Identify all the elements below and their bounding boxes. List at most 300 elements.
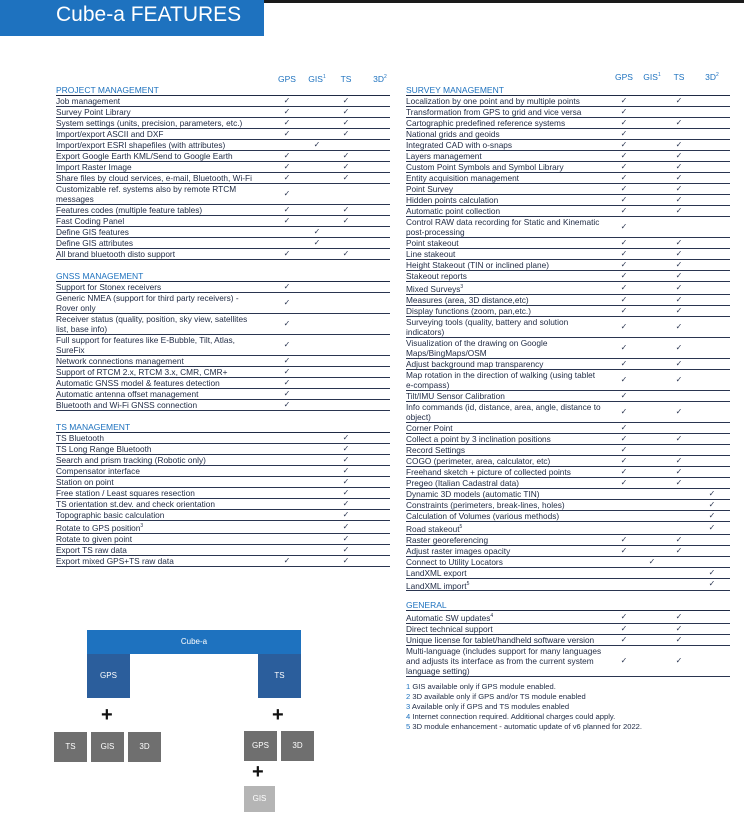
feature-row (406, 535, 730, 546)
feature-row (56, 433, 390, 444)
section-general (406, 599, 730, 677)
feature-row (406, 467, 730, 478)
feature-label: Survey Point Library (56, 107, 131, 117)
feature-row (56, 129, 390, 140)
check-icon: ✓ (283, 356, 291, 365)
check-icon: ✓ (342, 96, 350, 105)
right-module-3d (281, 731, 314, 761)
check-icon: ✓ (620, 406, 628, 416)
feature-row (56, 238, 390, 249)
check-icon: ✓ (675, 374, 683, 384)
check-icon: ✓ (620, 374, 628, 384)
feature-row (56, 173, 390, 184)
feature-label: LandXML export (406, 567, 467, 578)
check-icon: ✓ (342, 533, 350, 543)
feature-label: Entity acquisition management (406, 173, 519, 183)
feature-row (406, 173, 730, 184)
check-icon: ✓ (620, 433, 628, 443)
footnote-number: 3 (406, 702, 412, 711)
check-icon: ✓ (675, 195, 683, 204)
feature-row (406, 391, 730, 402)
feature-label: Receiver status (quality, position, sky view, satellites list, base info) (56, 314, 248, 334)
plus-bottom: + (252, 761, 264, 783)
footnote (406, 692, 736, 702)
feature-label: Height Stakeout (TIN or inclined plane) (406, 260, 549, 270)
feature-row (406, 317, 730, 338)
feature-label: Hidden points calculation (406, 195, 499, 205)
check-icon: ✓ (620, 534, 628, 544)
feature-label: Constraints (perimeters, break-lines, holes) (406, 499, 565, 510)
check-icon: ✓ (342, 499, 350, 508)
ts-module (258, 654, 301, 698)
check-icon: ✓ (342, 216, 350, 225)
feature-label: Bluetooth and Wi-Fi GNSS connection (56, 400, 198, 410)
feature-row (56, 314, 390, 335)
feature-row (56, 140, 390, 151)
check-icon: ✓ (342, 162, 350, 171)
feature-label: Cartographic predefined reference systems (406, 118, 566, 128)
page-title: Cube-a FEATURES (56, 3, 242, 26)
feature-label: Adjust background map transparency (406, 358, 544, 369)
check-icon: ✓ (620, 282, 628, 292)
feature-label: LandXML import$^5$ (406, 580, 470, 591)
feature-row (406, 522, 730, 535)
check-icon: ✓ (342, 555, 350, 565)
check-icon: ✓ (620, 260, 628, 269)
feature-row (56, 293, 390, 314)
feature-row (56, 151, 390, 162)
feature-row (406, 445, 730, 456)
check-icon: ✓ (283, 555, 291, 565)
feature-label: Custom Point Symbols and Symbol Library (406, 162, 564, 172)
feature-row (56, 499, 390, 510)
feature-row (56, 378, 390, 389)
check-icon: ✓ (675, 184, 683, 193)
feature-row (406, 500, 730, 511)
check-icon: ✓ (620, 129, 628, 138)
section-ts-management (56, 421, 390, 567)
left-module-ts (54, 732, 87, 762)
check-icon: ✓ (342, 249, 350, 258)
feature-label: Define GIS attributes (56, 238, 134, 248)
feature-footnote-ref: 5 (459, 523, 463, 530)
feature-row (56, 356, 390, 367)
feature-label: Adjust raster images opacity (406, 545, 511, 556)
feature-label: Import/export ESRI shapefiles (with attributes) (56, 140, 226, 150)
feature-row (406, 206, 730, 217)
feature-row (56, 521, 390, 534)
check-icon: ✓ (313, 140, 321, 149)
check-icon: ✓ (620, 545, 628, 555)
feature-label: Search and prism tracking (Robotic only) (56, 455, 206, 465)
feature-label: Export Google Earth KML/Send to Google Earth (56, 151, 233, 161)
feature-row (56, 510, 390, 521)
feature-row (56, 227, 390, 238)
check-icon: ✓ (675, 635, 683, 645)
check-icon: ✓ (620, 184, 628, 193)
right-module-gps-label: GPS (252, 741, 269, 750)
gps-module-label: GPS (100, 671, 117, 680)
check-icon: ✓ (283, 216, 291, 225)
feature-label: Raster georeferencing (406, 534, 489, 545)
feature-row (406, 96, 730, 107)
feature-label: Calculation of Volumes (various methods) (406, 510, 560, 521)
check-icon: ✓ (675, 612, 683, 622)
check-icon: ✓ (620, 656, 628, 666)
check-icon: ✓ (675, 534, 683, 544)
feature-label: Transformation from GPS to grid and vice versa (406, 107, 582, 117)
bottom-module-gis-label: GIS (252, 794, 267, 803)
feature-row (406, 611, 730, 624)
feature-row (406, 423, 730, 434)
feature-label: Tilt/IMU Sensor Calibration (406, 390, 505, 401)
check-icon: ✓ (708, 522, 716, 532)
section-gnss-management (56, 270, 390, 411)
check-icon: ✓ (675, 455, 683, 465)
feature-label: Pregeo (Italian Cadastral data) (406, 477, 519, 488)
check-icon: ✓ (342, 521, 350, 531)
column-header-ts: TS (673, 72, 685, 82)
column-header-gis: GIS$^1$ (308, 74, 326, 84)
feature-row (406, 478, 730, 489)
check-icon: ✓ (675, 271, 683, 280)
feature-label: TS Long Range Bluetooth (56, 444, 152, 454)
footnote-number: 4 (406, 712, 413, 721)
feature-row (56, 444, 390, 455)
feature-label: Measures (area, 3D distance,etc) (406, 294, 529, 305)
section-title: GNSS MANAGEMENT (56, 270, 390, 282)
check-icon: ✓ (283, 282, 291, 291)
check-icon: ✓ (283, 249, 291, 258)
feature-label: Support for Stonex receivers (56, 282, 162, 292)
feature-label: Features codes (multiple feature tables) (56, 205, 203, 215)
footnote-number: 5 (406, 722, 413, 731)
feature-label: Connect to Utility Locators (406, 556, 503, 567)
feature-label: Layers management (406, 151, 482, 161)
feature-row (56, 162, 390, 173)
check-icon: ✓ (675, 406, 683, 416)
check-icon: ✓ (675, 260, 683, 269)
feature-row (406, 217, 730, 238)
check-icon: ✓ (342, 205, 350, 214)
check-icon: ✓ (620, 477, 628, 487)
feature-row (56, 455, 390, 466)
feature-label: Road stakeout$^5$ (406, 523, 463, 534)
feature-row (406, 434, 730, 445)
check-icon: ✓ (708, 488, 716, 498)
feature-row (56, 400, 390, 411)
feature-row (406, 184, 730, 195)
feature-row (406, 129, 730, 140)
feature-label: Mixed Surveys$^3$ (406, 283, 464, 294)
check-icon: ✓ (283, 205, 291, 214)
feature-row (406, 579, 730, 592)
feature-label: Direct technical support (406, 624, 493, 635)
feature-footnote-ref: 4 (490, 613, 494, 620)
feature-label: Corner Point (406, 422, 453, 433)
feature-label: Support of RTCM 2.x, RTCM 3.x, CMR, CMR+ (56, 367, 228, 377)
footnote (406, 702, 736, 712)
feature-label: Network connections management (56, 356, 184, 366)
check-icon: ✓ (620, 238, 628, 247)
left-module-gis-label: GIS (100, 742, 115, 751)
feature-row (56, 477, 390, 488)
feature-row (406, 489, 730, 500)
check-icon: ✓ (675, 305, 683, 315)
check-icon: ✓ (620, 466, 628, 476)
feature-row (56, 118, 390, 129)
plus-left: + (101, 704, 113, 726)
column-header-sup: 1 (322, 74, 326, 81)
feature-row (406, 338, 730, 359)
feature-label: Share files by cloud services, e-mail, Bluetooth, Wi-Fi (56, 173, 252, 183)
feature-label: Import Raster Image (56, 162, 132, 172)
check-icon: ✓ (675, 282, 683, 292)
check-icon: ✓ (620, 294, 628, 304)
check-icon: ✓ (675, 342, 683, 352)
feature-row (56, 389, 390, 400)
check-icon: ✓ (620, 624, 628, 634)
check-icon: ✓ (675, 140, 683, 149)
check-icon: ✓ (675, 151, 683, 160)
check-icon: ✓ (620, 151, 628, 160)
feature-row (406, 511, 730, 522)
bottom-module-gis (244, 786, 275, 812)
footnote (406, 712, 736, 722)
feature-footnote-ref: 3 (140, 523, 144, 529)
check-icon: ✓ (283, 129, 291, 138)
check-icon: ✓ (342, 118, 350, 127)
check-icon: ✓ (620, 173, 628, 182)
check-icon: ✓ (342, 455, 350, 464)
feature-label: All brand bluetooth disto support (56, 249, 176, 259)
check-icon: ✓ (675, 96, 683, 105)
footnote-text: Internet connection required. Additional charges could apply. (412, 712, 616, 721)
feature-label: Fast Coding Panel (56, 216, 125, 226)
check-icon: ✓ (675, 624, 683, 634)
check-icon: ✓ (708, 567, 716, 577)
feature-row (406, 249, 730, 260)
footnotes (406, 682, 736, 732)
check-icon: ✓ (342, 488, 350, 497)
check-icon: ✓ (620, 342, 628, 352)
check-icon: ✓ (675, 433, 683, 443)
feature-label: Unique license for tablet/handheld software version (406, 635, 595, 646)
feature-label: Control RAW data recording for Static and Kinematic post-processing (406, 217, 600, 237)
feature-row (406, 546, 730, 557)
check-icon: ✓ (283, 389, 291, 398)
left-feature-table (56, 84, 390, 567)
check-icon: ✓ (283, 96, 291, 105)
check-icon: ✓ (342, 544, 350, 554)
feature-row (406, 282, 730, 295)
feature-row (406, 306, 730, 317)
right-module-gps (244, 731, 277, 761)
check-icon: ✓ (283, 340, 291, 349)
check-icon: ✓ (620, 140, 628, 149)
check-icon: ✓ (648, 556, 656, 566)
feature-row (406, 568, 730, 579)
column-header-ts: TS (340, 74, 352, 84)
check-icon: ✓ (675, 466, 683, 476)
right-feature-table (406, 84, 730, 677)
check-icon: ✓ (342, 173, 350, 182)
feature-label: Info commands (id, distance, area, angle, distance to object) (406, 401, 601, 422)
right-module-3d-label: 3D (292, 741, 303, 750)
check-icon: ✓ (675, 294, 683, 304)
check-icon: ✓ (283, 173, 291, 182)
footnote-text: GIS available only if GPS module enabled. (412, 682, 556, 691)
check-icon: ✓ (283, 298, 291, 307)
check-icon: ✓ (620, 612, 628, 622)
check-icon: ✓ (708, 579, 716, 589)
feature-row (56, 545, 390, 556)
cube-a-bar (87, 630, 301, 654)
check-icon: ✓ (708, 510, 716, 520)
left-module-ts-label: TS (65, 742, 76, 751)
cube-a-label: Cube-a (180, 637, 208, 646)
feature-row (406, 557, 730, 568)
check-icon: ✓ (283, 378, 291, 387)
feature-label: Generic NMEA (support for third party receivers) - Rover only (56, 293, 239, 313)
check-icon: ✓ (620, 206, 628, 215)
feature-label: System settings (units, precision, parameters, etc.) (56, 118, 243, 128)
feature-row (406, 271, 730, 282)
feature-label: Integrated CAD with o-snaps (406, 140, 513, 150)
feature-row (406, 359, 730, 370)
feature-row (56, 184, 390, 205)
feature-row (56, 216, 390, 227)
left-module-gis (91, 732, 124, 762)
feature-label: Freehand sketch + picture of collected points (406, 466, 571, 477)
feature-label: Map rotation in the direction of walking (using tablet e-compass) (406, 369, 596, 390)
feature-label: Collect a point by 3 inclination positions (406, 433, 551, 444)
column-header-gps: GPS (615, 72, 633, 82)
feature-row (406, 646, 730, 677)
check-icon: ✓ (708, 499, 716, 509)
column-header-gps: GPS (278, 74, 296, 84)
feature-row (56, 556, 390, 567)
check-icon: ✓ (620, 444, 628, 454)
column-header-3d: $3D^2$ (373, 74, 387, 84)
feature-label: Automatic antenna offset management (56, 389, 199, 399)
feature-row (406, 238, 730, 249)
check-icon: ✓ (283, 118, 291, 127)
section-project-management (56, 84, 390, 260)
check-icon: ✓ (342, 510, 350, 519)
feature-label: Visualization of the drawing on Google Maps/BingMaps/OSM (406, 337, 548, 358)
check-icon: ✓ (620, 222, 628, 231)
feature-label: Automatic SW updates$^4$ (406, 613, 494, 624)
feature-label: Customizable ref. systems also by remote RTCM messages (56, 184, 237, 204)
feature-row (406, 107, 730, 118)
footnote (406, 722, 736, 732)
check-icon: ✓ (283, 107, 291, 116)
check-icon: ✓ (313, 227, 321, 236)
feature-footnote-ref: 3 (460, 284, 464, 290)
check-icon: ✓ (342, 433, 350, 442)
check-icon: ✓ (675, 249, 683, 258)
feature-row (406, 260, 730, 271)
feature-label: Automatic GNSS model & features detection (56, 378, 220, 388)
check-icon: ✓ (283, 367, 291, 376)
left-module-3d-label: 3D (139, 742, 150, 751)
feature-label: Import/export ASCII and DXF (56, 129, 164, 139)
feature-label: Point Survey (406, 184, 454, 194)
section-title: TS MANAGEMENT (56, 421, 390, 433)
feature-label: Surveying tools (quality, battery and solution indicators) (406, 316, 569, 337)
feature-label: Display functions (zoom, pan,etc.) (406, 305, 531, 316)
footnote (406, 682, 736, 692)
feature-label: Export mixed GPS+TS raw data (56, 555, 174, 566)
check-icon: ✓ (620, 422, 628, 432)
check-icon: ✓ (620, 249, 628, 258)
feature-row (406, 118, 730, 129)
check-icon: ✓ (675, 656, 683, 666)
feature-label: Stakeout reports (406, 271, 467, 281)
check-icon: ✓ (620, 271, 628, 280)
feature-label: Export TS raw data (56, 544, 127, 555)
check-icon: ✓ (675, 358, 683, 368)
feature-label: Full support for features like E-Bubble, Tilt, Atlas, SureFix (56, 335, 235, 355)
check-icon: ✓ (675, 321, 683, 331)
feature-label: Topographic basic calculation (56, 510, 165, 520)
right-column-headers (406, 72, 730, 84)
feature-label: Compensator interface (56, 466, 140, 476)
gps-module (87, 654, 130, 698)
check-icon: ✓ (342, 107, 350, 116)
feature-row (56, 534, 390, 545)
check-icon: ✓ (675, 173, 683, 182)
check-icon: ✓ (342, 466, 350, 475)
section-title: SURVEY MANAGEMENT (406, 84, 730, 96)
feature-label: Station on point (56, 477, 114, 487)
column-header-sup: 2 (716, 72, 719, 79)
feature-row (406, 635, 730, 646)
check-icon: ✓ (283, 319, 291, 328)
feature-row (56, 96, 390, 107)
feature-row (56, 282, 390, 293)
check-icon: ✓ (620, 635, 628, 645)
feature-label: Job management (56, 96, 121, 106)
feature-row (406, 624, 730, 635)
feature-label: Rotate to given point (56, 533, 133, 544)
feature-row (56, 107, 390, 118)
feature-row (406, 195, 730, 206)
check-icon: ✓ (675, 477, 683, 487)
feature-row (406, 370, 730, 391)
feature-row (406, 402, 730, 423)
section-survey-management (406, 84, 730, 591)
feature-label: Record Settings (406, 444, 466, 455)
feature-label: Automatic point collection (406, 206, 501, 216)
ts-module-label: TS (274, 671, 285, 680)
column-header-sup: 1 (657, 72, 661, 79)
check-icon: ✓ (283, 151, 291, 160)
check-icon: ✓ (620, 162, 628, 171)
feature-row (56, 466, 390, 477)
footnote-text: Available only if GPS and TS modules enabled (411, 702, 570, 711)
title-banner (0, 0, 264, 36)
footnote-text: 3D available only if GPS and/or TS module enabled (412, 692, 586, 701)
check-icon: ✓ (675, 118, 683, 127)
feature-label: COGO (perimeter, area, calculator, etc) (406, 455, 551, 466)
feature-label: Free station / Least squares resection (56, 488, 195, 498)
check-icon: ✓ (620, 321, 628, 331)
check-icon: ✓ (313, 238, 321, 247)
check-icon: ✓ (675, 206, 683, 215)
feature-row (406, 151, 730, 162)
